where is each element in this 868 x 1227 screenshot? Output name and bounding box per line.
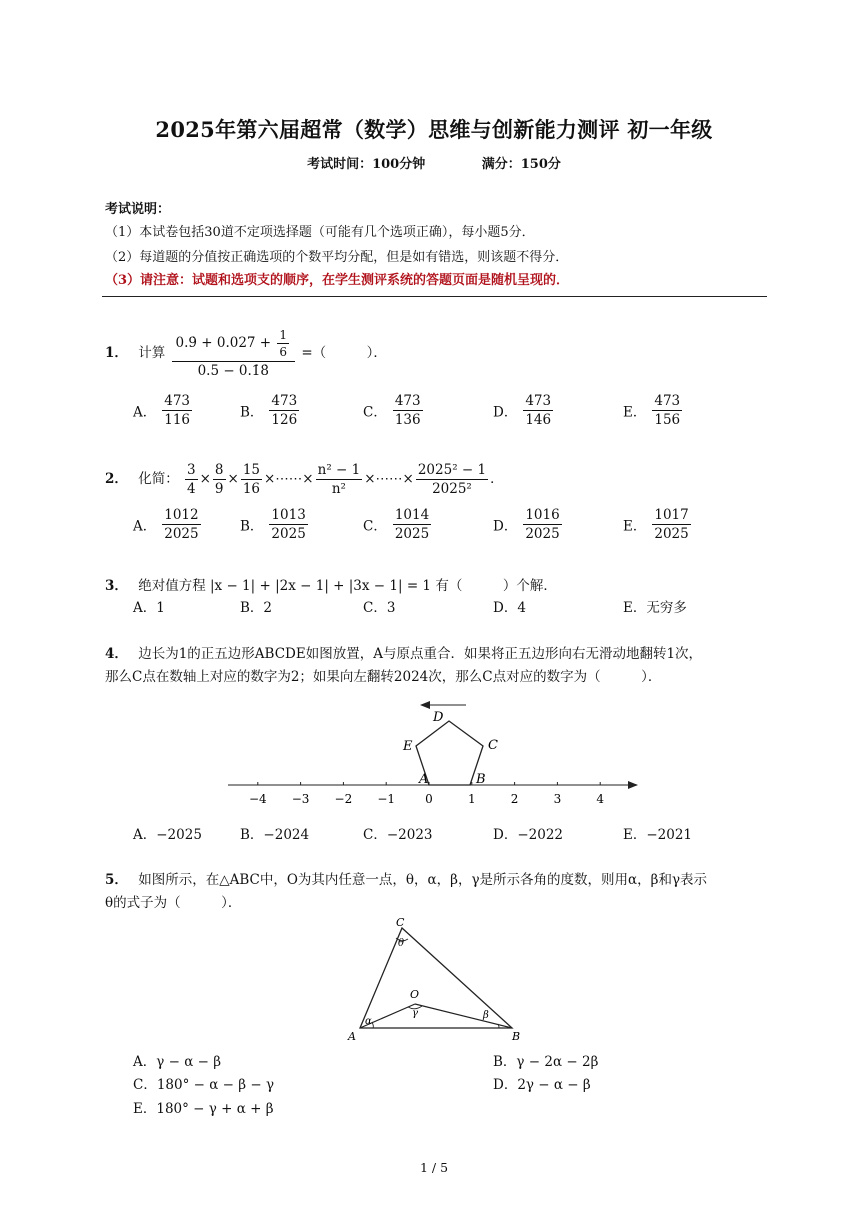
tick-label: 3 — [553, 792, 562, 806]
option-d: D．2γ − α − β — [493, 1077, 591, 1093]
fraction — [241, 462, 262, 497]
fraction-numerator: 473 — [394, 393, 421, 409]
question-text: 绝对值方程 |x − 1| + |2x − 1| + |3x − 1| = 1 有（ ）个解． — [138, 578, 557, 594]
question-number: 5． — [105, 872, 128, 888]
fraction-denominator: 2025 — [164, 526, 199, 542]
option-a — [133, 393, 194, 428]
fraction-numerator: 15 — [242, 462, 260, 478]
vertex-label-c: C — [488, 738, 498, 753]
option-fraction — [393, 507, 431, 542]
option-letter: A． — [133, 518, 157, 535]
vertex-label-e: E — [403, 739, 413, 754]
option-c — [363, 393, 425, 428]
option-b: B．−2024 — [240, 827, 310, 843]
option-a: A．−2025 — [133, 827, 202, 843]
fraction-denominator: 2025² — [432, 481, 472, 497]
fraction-numerator: 1012 — [164, 507, 199, 523]
option-e — [623, 393, 684, 428]
q1-numerator-expr: 0.9̇ + 0.027̇ + — [175, 335, 272, 351]
ellipsis: ×⋯⋯× — [364, 471, 414, 487]
figure-label: θ — [398, 938, 405, 949]
option-fraction — [393, 393, 423, 428]
option-e: E．−2021 — [623, 827, 693, 843]
question-1 — [105, 328, 387, 379]
page-number: 1 / 5 — [419, 1160, 449, 1175]
tick-label: −1 — [377, 792, 396, 806]
option-a — [133, 507, 203, 542]
option-letter: E． — [623, 518, 647, 535]
fraction-numerator: 1014 — [394, 507, 430, 523]
option-letter: B． — [240, 518, 264, 535]
fraction — [185, 462, 198, 497]
fraction-numerator: 473 — [271, 393, 298, 409]
fraction-denominator: 16 — [242, 481, 260, 497]
question-text-line1: 边长为1的正五边形ABCDE如图放置，A与原点重合．如果将正五边形向右无滑动地翻转1次， — [138, 646, 703, 662]
question-3 — [105, 574, 557, 594]
option-e: E．180° − γ + α + β — [133, 1101, 274, 1117]
exam-time: 考试时间：100分钟 — [307, 157, 426, 172]
tick-label: −3 — [291, 792, 310, 806]
option-fraction — [162, 507, 200, 542]
option-fraction — [269, 393, 299, 428]
q1-main-fraction — [172, 328, 296, 379]
figure-label: O — [410, 988, 420, 1001]
fraction-denominator: 136 — [394, 412, 421, 428]
question-text-line1: 如图所示，在△ABC中，O为其内任意一点，θ，α，β，γ是所示各角的度数，则用α，β和γ表示 — [138, 872, 708, 888]
option-letter: B． — [240, 404, 264, 421]
fraction-numerator: 3 — [187, 462, 196, 478]
number-line-arrow — [628, 781, 638, 789]
option-letter: C． — [363, 518, 387, 535]
fraction-denominator: 2025 — [271, 526, 306, 542]
vertex-label-a: A — [419, 772, 429, 787]
times-sign: × — [199, 471, 211, 487]
option-c: C．−2023 — [363, 827, 433, 843]
tick-label: 0 — [425, 792, 433, 806]
option-d — [493, 393, 555, 428]
option-d: D．−2022 — [493, 827, 563, 843]
fraction-denominator: 6 — [279, 345, 288, 359]
option-d — [493, 507, 564, 542]
option-c: C．3 — [363, 600, 396, 616]
tick-label: 4 — [596, 792, 605, 806]
times-sign: × — [227, 471, 239, 487]
fraction-denominator: 9 — [214, 481, 224, 497]
divider — [102, 296, 767, 297]
option-fraction — [162, 393, 192, 428]
tick-label: 2 — [510, 792, 519, 806]
option-letter: A． — [133, 404, 157, 421]
fraction-numerator: 1016 — [525, 507, 560, 523]
question-2 — [105, 462, 504, 497]
question-5-line2: θ的式子为（ ）． — [105, 895, 242, 911]
option-b: B．2 — [240, 600, 273, 616]
option-fraction — [652, 393, 682, 428]
question-number: 1． — [105, 345, 128, 361]
figure-label: β — [483, 1010, 489, 1021]
vertex-label-d: D — [433, 710, 444, 725]
instructions-heading: 考试说明： — [105, 202, 171, 217]
option-e: E．无穷多 — [623, 600, 687, 616]
option-letter: D． — [493, 518, 518, 535]
page-title: 2025年第六届超常（数学）思维与创新能力测评 初一年级 — [155, 117, 713, 142]
question-5 — [105, 868, 707, 888]
triangle-abc — [360, 928, 512, 1028]
left-arrow-head — [420, 701, 430, 709]
triangle-figure — [340, 912, 530, 1044]
fraction-denominator: 2025 — [394, 526, 430, 542]
fraction-numerator: 1017 — [654, 507, 689, 523]
question-suffix: =（ ）． — [301, 345, 387, 361]
fraction-denominator: n² — [331, 481, 346, 497]
figure-label: C — [396, 916, 405, 929]
fraction — [213, 462, 226, 497]
option-b: B．γ − 2α − 2β — [493, 1054, 599, 1070]
option-fraction — [523, 393, 553, 428]
fraction — [316, 462, 363, 497]
fraction-numerator: n² − 1 — [317, 462, 361, 478]
vertex-label-b: B — [476, 772, 486, 787]
q1-denominator-expr: 0.5 − 0.1̇8̇ — [197, 363, 269, 379]
figure-label: A — [348, 1030, 356, 1043]
fraction-denominator: 4 — [187, 481, 196, 497]
question-number: 3． — [105, 578, 128, 594]
question-prefix: 计算 — [138, 345, 166, 361]
option-letter: D． — [493, 404, 518, 421]
tick-label: 1 — [467, 792, 476, 806]
tick-label: −4 — [248, 792, 267, 806]
q1-small-fraction — [277, 328, 289, 359]
fraction-numerator: 473 — [525, 393, 552, 409]
fraction-denominator: 156 — [654, 412, 681, 428]
option-d: D．4 — [493, 600, 526, 616]
option-c: C．180° − α − β − γ — [133, 1077, 275, 1093]
fraction-numerator: 8 — [214, 462, 224, 478]
option-e — [623, 507, 693, 542]
fraction — [416, 462, 488, 497]
figure-label: B — [512, 1030, 521, 1043]
fraction-numerator: 1013 — [271, 507, 306, 523]
pentagon-number-line-figure — [220, 696, 650, 814]
option-a: A．1 — [133, 600, 165, 616]
fraction-numerator: 473 — [654, 393, 681, 409]
fraction-denominator: 126 — [271, 412, 298, 428]
exam-meta — [0, 153, 868, 172]
option-c — [363, 507, 433, 542]
question-number: 2． — [105, 471, 128, 487]
question-4-line2: 那么C点在数轴上对应的数字为2；如果向左翻转2024次，那么C点对应的数字为（ ）． — [105, 669, 662, 685]
option-letter: C． — [363, 404, 387, 421]
tick-label: −2 — [334, 792, 353, 806]
fraction-denominator: 146 — [525, 412, 552, 428]
question-prefix: 化简： — [138, 471, 179, 487]
fraction-denominator: 116 — [164, 412, 191, 428]
option-fraction — [523, 507, 561, 542]
figure-label: γ — [412, 1008, 418, 1019]
fraction-numerator: 473 — [164, 393, 191, 409]
segment-ob — [415, 1004, 512, 1028]
instruction-3: （3）请注意：试题和选项支的顺序，在学生测评系统的答题页面是随机呈现的． — [105, 273, 570, 288]
question-4 — [105, 642, 702, 662]
question-number: 4． — [105, 646, 128, 662]
option-b — [240, 507, 310, 542]
period: ． — [490, 471, 504, 487]
option-a: A．γ − α − β — [133, 1054, 222, 1070]
option-fraction — [269, 507, 307, 542]
instruction-1: （1）本试卷包括30道不定项选择题（可能有几个选项正确），每小题5分． — [105, 225, 535, 240]
exam-score: 满分：150分 — [481, 157, 561, 172]
fraction-numerator: 1 — [279, 328, 288, 342]
fraction-numerator: 2025² − 1 — [417, 462, 487, 478]
fraction-denominator: 2025 — [525, 526, 560, 542]
option-fraction — [652, 507, 690, 542]
fraction-denominator: 2025 — [654, 526, 689, 542]
instruction-2: （2）每道题的分值按正确选项的个数平均分配，但是如有错选，则该题不得分． — [105, 250, 569, 265]
figure-label: α — [365, 1016, 372, 1027]
option-letter: E． — [623, 404, 647, 421]
ellipsis: ×⋯⋯× — [264, 471, 314, 487]
option-b — [240, 393, 301, 428]
